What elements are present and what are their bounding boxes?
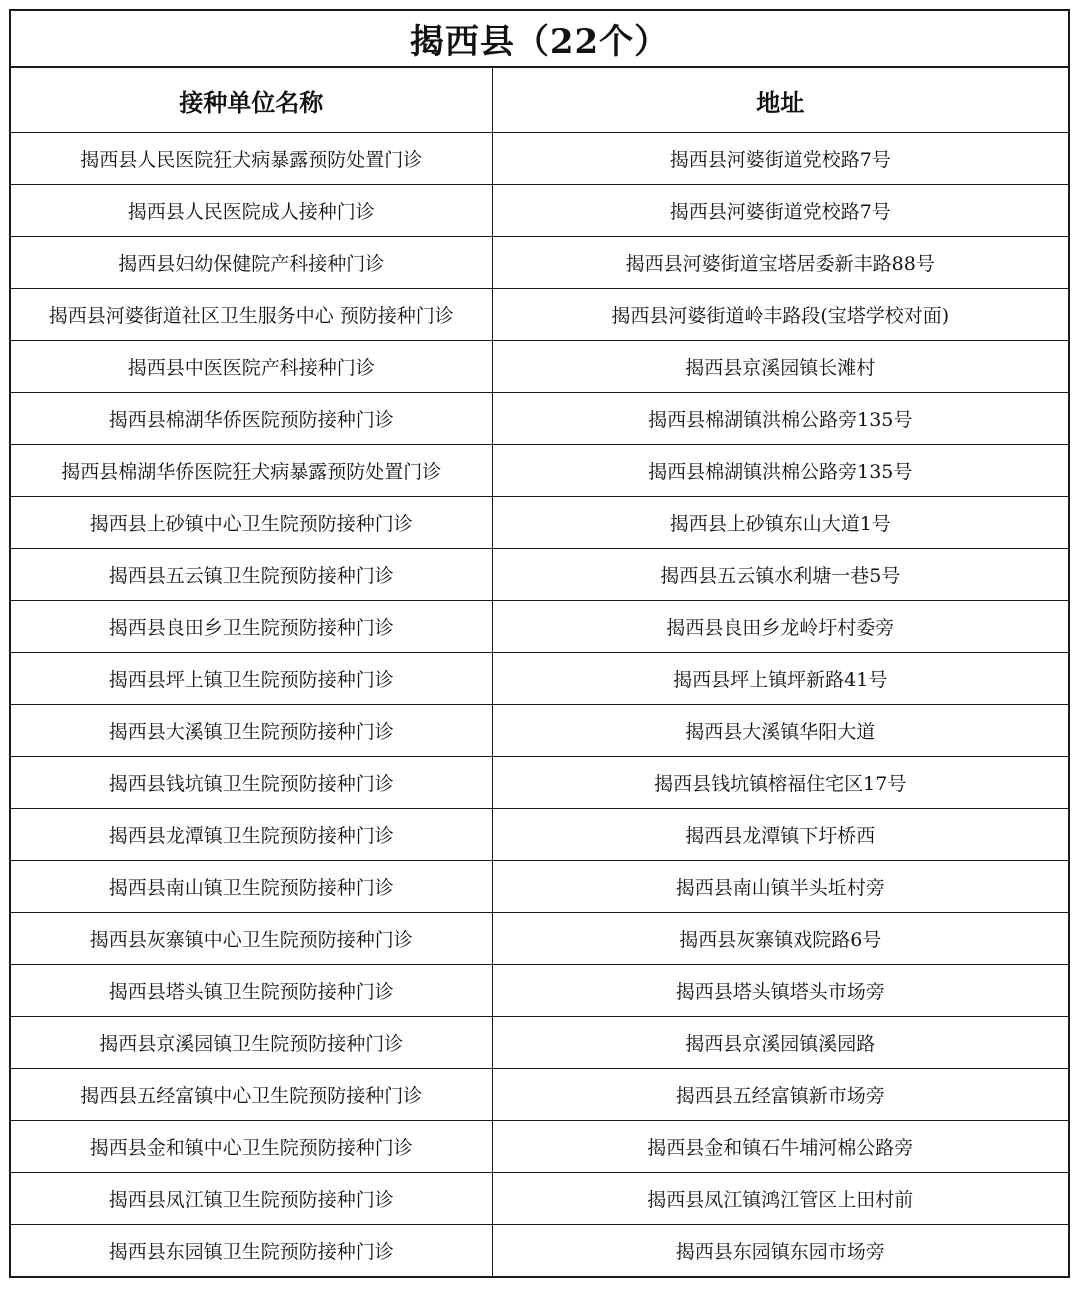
- unit-name-cell: 揭西县棉湖华侨医院狂犬病暴露预防处置门诊: [11, 445, 492, 497]
- unit-name-cell: 揭西县龙潭镇卫生院预防接种门诊: [11, 809, 492, 861]
- unit-name-cell: 揭西县五云镇卫生院预防接种门诊: [11, 549, 492, 601]
- address-cell: 揭西县上砂镇东山大道1号: [492, 497, 1068, 549]
- address-cell: 揭西县河婆街道党校路7号: [492, 133, 1068, 185]
- unit-name-cell: 揭西县人民医院成人接种门诊: [11, 185, 492, 237]
- unit-name-cell: 揭西县灰寨镇中心卫生院预防接种门诊: [11, 913, 492, 965]
- table-row: [11, 289, 1068, 341]
- unit-name-cell: 揭西县人民医院狂犬病暴露预防处置门诊: [11, 133, 492, 185]
- table-row: [11, 133, 1068, 185]
- table-row: [11, 185, 1068, 237]
- table-title: 揭西县（22个）: [11, 11, 1068, 68]
- table-row: [11, 445, 1068, 497]
- address-cell: 揭西县龙潭镇下圩桥西: [492, 809, 1068, 861]
- unit-name-cell: 揭西县上砂镇中心卫生院预防接种门诊: [11, 497, 492, 549]
- table-body: [11, 133, 1068, 1277]
- table-row: [11, 1225, 1068, 1277]
- unit-name-cell: 揭西县良田乡卫生院预防接种门诊: [11, 601, 492, 653]
- address-cell: 揭西县棉湖镇洪棉公路旁135号: [492, 393, 1068, 445]
- address-cell: 揭西县金和镇石牛埔河棉公路旁: [492, 1121, 1068, 1173]
- table-row: [11, 861, 1068, 913]
- unit-name-cell: 揭西县妇幼保健院产科接种门诊: [11, 237, 492, 289]
- address-cell: 揭西县灰寨镇戏院路6号: [492, 913, 1068, 965]
- address-cell: 揭西县凤江镇鸿江管区上田村前: [492, 1173, 1068, 1225]
- table-row: [11, 809, 1068, 861]
- unit-name-cell: 揭西县钱坑镇卫生院预防接种门诊: [11, 757, 492, 809]
- unit-name-cell: 揭西县凤江镇卫生院预防接种门诊: [11, 1173, 492, 1225]
- unit-name-cell: 揭西县中医医院产科接种门诊: [11, 341, 492, 393]
- table-row: [11, 965, 1068, 1017]
- address-cell: 揭西县塔头镇塔头市场旁: [492, 965, 1068, 1017]
- table-row: [11, 913, 1068, 965]
- table-header: [11, 68, 1068, 133]
- table-row: [11, 1121, 1068, 1173]
- table-row: [11, 1173, 1068, 1225]
- address-cell: 揭西县京溪园镇溪园路: [492, 1017, 1068, 1069]
- address-cell: 揭西县钱坑镇榕福住宅区17号: [492, 757, 1068, 809]
- address-cell: 揭西县河婆街道党校路7号: [492, 185, 1068, 237]
- address-cell: 揭西县棉湖镇洪棉公路旁135号: [492, 445, 1068, 497]
- vaccination-unit-table: [11, 68, 1068, 1276]
- address-cell: 揭西县河婆街道宝塔居委新丰路88号: [492, 237, 1068, 289]
- table-row: [11, 549, 1068, 601]
- table-row: [11, 601, 1068, 653]
- unit-name-cell: 揭西县坪上镇卫生院预防接种门诊: [11, 653, 492, 705]
- header-address: 地址: [492, 68, 1068, 133]
- address-cell: 揭西县坪上镇坪新路41号: [492, 653, 1068, 705]
- unit-name-cell: 揭西县金和镇中心卫生院预防接种门诊: [11, 1121, 492, 1173]
- table-row: [11, 497, 1068, 549]
- address-cell: 揭西县京溪园镇长滩村: [492, 341, 1068, 393]
- unit-name-cell: 揭西县南山镇卫生院预防接种门诊: [11, 861, 492, 913]
- table-row: [11, 653, 1068, 705]
- address-cell: 揭西县南山镇半头坵村旁: [492, 861, 1068, 913]
- unit-name-cell: 揭西县东园镇卫生院预防接种门诊: [11, 1225, 492, 1277]
- table-row: [11, 341, 1068, 393]
- address-cell: 揭西县五经富镇新市场旁: [492, 1069, 1068, 1121]
- address-cell: 揭西县河婆街道岭丰路段(宝塔学校对面): [492, 289, 1068, 341]
- table-row: [11, 393, 1068, 445]
- unit-name-cell: 揭西县河婆街道社区卫生服务中心 预防接种门诊: [11, 289, 492, 341]
- table-row: [11, 237, 1068, 289]
- vaccination-unit-table-sheet: [9, 9, 1070, 1278]
- table-row: [11, 705, 1068, 757]
- unit-name-cell: 揭西县京溪园镇卫生院预防接种门诊: [11, 1017, 492, 1069]
- address-cell: 揭西县五云镇水利塘一巷5号: [492, 549, 1068, 601]
- table-row: [11, 1017, 1068, 1069]
- header-row: [11, 68, 1068, 133]
- unit-name-cell: 揭西县大溪镇卫生院预防接种门诊: [11, 705, 492, 757]
- table-row: [11, 1069, 1068, 1121]
- table-row: [11, 757, 1068, 809]
- unit-name-cell: 揭西县五经富镇中心卫生院预防接种门诊: [11, 1069, 492, 1121]
- header-unit-name: 接种单位名称: [11, 68, 492, 133]
- address-cell: 揭西县良田乡龙岭圩村委旁: [492, 601, 1068, 653]
- address-cell: 揭西县东园镇东园市场旁: [675, 1241, 885, 1263]
- address-cell: 揭西县大溪镇华阳大道: [492, 705, 1068, 757]
- unit-name-cell: 揭西县棉湖华侨医院预防接种门诊: [11, 393, 492, 445]
- unit-name-cell: 揭西县塔头镇卫生院预防接种门诊: [11, 965, 492, 1017]
